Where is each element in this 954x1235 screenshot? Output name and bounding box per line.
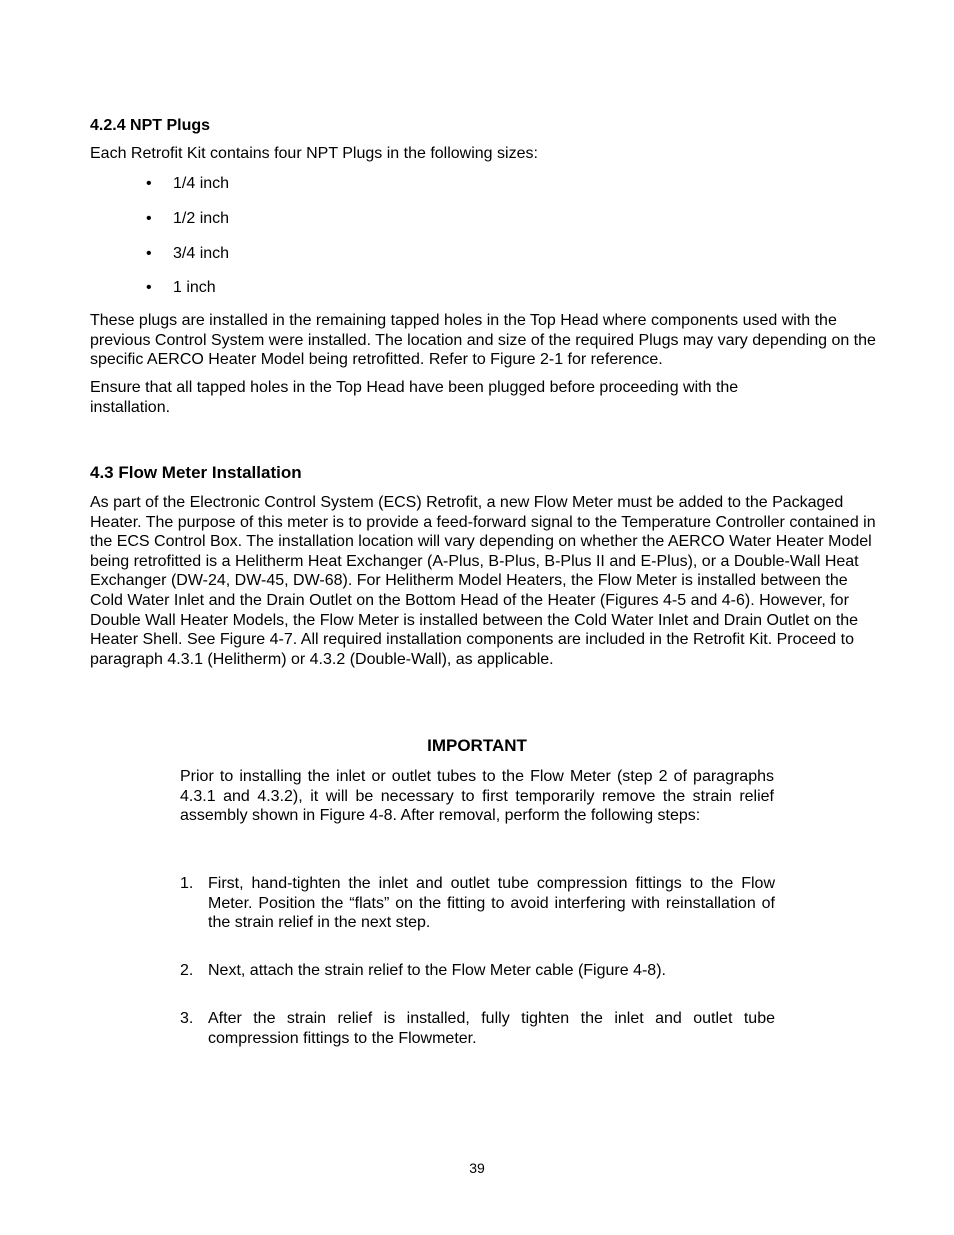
bullet-marker: •	[146, 245, 152, 262]
important-heading: IMPORTANT	[427, 736, 527, 755]
page-number: 39	[469, 1160, 485, 1176]
step-number: 2.	[180, 962, 194, 979]
step-number: 3.	[180, 1010, 194, 1027]
important-note-text: Prior to installing the inlet or outlet tubes to the Flow Meter (step 2 of paragraphs 4.3.1 and 4.3.2), it will be necessary to first temporarily remove the strain relief assembly shown in Figure 4-8. After removal, perform the following steps:	[180, 768, 774, 825]
bullet-text: 1/2 inch	[173, 210, 230, 227]
list-item	[180, 1009, 775, 1051]
bullet-text: 1/4 inch	[173, 175, 230, 192]
npt-plugs-paragraph: Ensure that all tapped holes in the Top Head have been plugged before proceeding with the installation.	[90, 379, 739, 416]
bullet-marker: •	[146, 175, 152, 192]
bullet-text: 1 inch	[173, 279, 216, 296]
bullet-text: 3/4 inch	[173, 245, 230, 262]
step-text: Next, attach the strain relief to the Flow Meter cable (Figure 4-8).	[208, 962, 666, 979]
bullet-marker: •	[146, 279, 152, 296]
step-text: After the strain relief is installed, fully tighten the inlet and outlet tube compression fittings to the Flowmeter.	[208, 1010, 775, 1047]
list-item	[146, 174, 346, 194]
step-number: 1.	[180, 875, 194, 892]
section-heading-npt-plugs: 4.2.4 NPT Plugs	[90, 117, 211, 134]
npt-plugs-intro: Each Retrofit Kit contains four NPT Plugs in the following sizes:	[90, 145, 538, 162]
list-item	[146, 209, 346, 229]
list-item	[146, 244, 346, 264]
list-item	[180, 961, 775, 983]
step-text: First, hand-tighten the inlet and outlet tube compression fittings to the Flow Meter. Position the “flats” on the fitting to avoid interfering with reinstallation of the strain relief in the next step.	[208, 875, 775, 932]
bullet-marker: •	[146, 210, 152, 227]
section-heading-flow-meter: 4.3 Flow Meter Installation	[90, 463, 302, 482]
list-item	[146, 278, 346, 298]
flow-meter-paragraph: As part of the Electronic Control System (ECS) Retrofit, a new Flow Meter must be added to the Packaged Heater. The purpose of this meter is to provide a feed-forward signal to the Temperature Controller contained in the ECS Control Box. The installation location will vary depending on whether the AERCO Water Heater Model being retrofitted is a Helitherm Heat Exchanger (A-Plus, B-Plus, B-Plus II and E-Plus), or a Double-Wall Heat Exchanger (DW-24, DW-45, DW-68). For Helitherm Model Heaters, the Flow Meter is installed between the Cold Water Inlet and the Drain Outlet on the Bottom Head of the Heater (Figures 4-5 and 4-6). However, for Double Wall Heater Models, the Flow Meter is installed between the Cold Water Inlet and Drain Outlet on the Heater Shell. See Figure 4-7. All required installation components are included in the Retrofit Kit. Proceed to paragraph 4.3.1 (Helitherm) or 4.3.2 (Double-Wall), as applicable.	[90, 494, 876, 668]
list-item	[180, 874, 775, 934]
npt-plugs-paragraph: These plugs are installed in the remaining tapped holes in the Top Head where components used with the previous Control System were installed. The location and size of the required Plugs may vary depending on the specific AERCO Heater Model being retrofitted. Refer to Figure 2-1 for reference.	[90, 312, 876, 369]
